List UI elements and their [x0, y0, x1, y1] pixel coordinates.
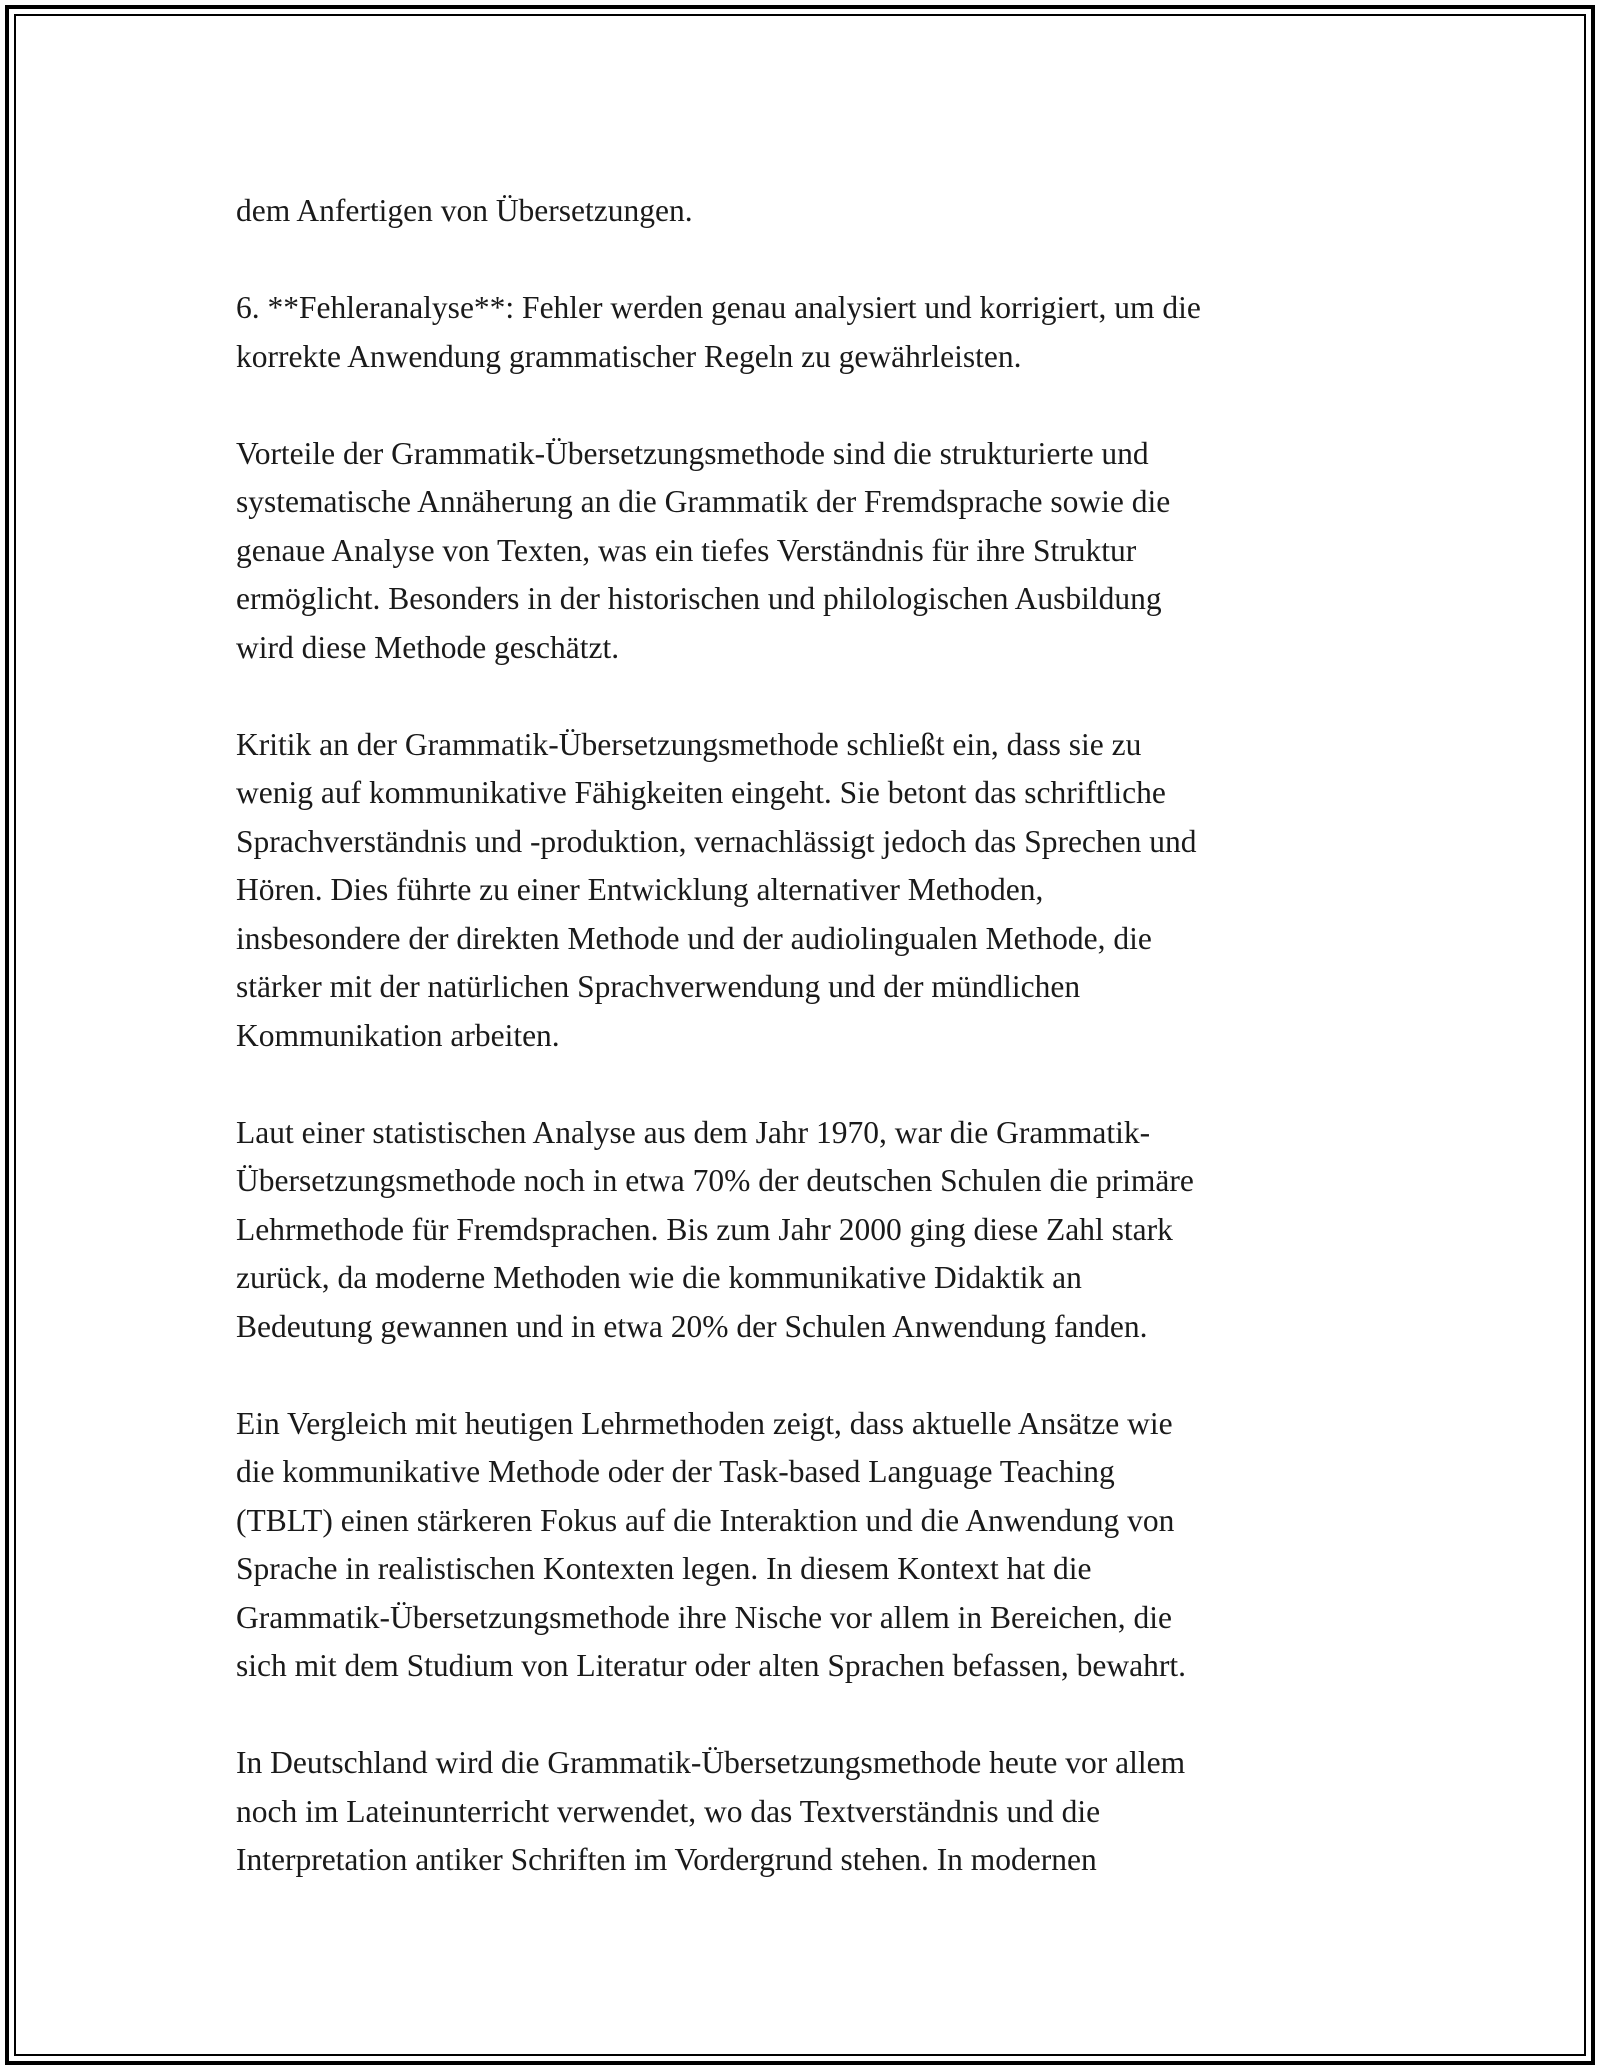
paragraph-3: Vorteile der Grammatik-Übersetzungsmethode sind die strukturierte und systematische Annäherung an die Grammatik der Fremdsprache sowie die genaue Analyse von Texten, was ein tiefes Verständnis für ihre Struktur ermöglicht. Besonders in der historischen und philologischen Ausbildung wird diese Methode geschätzt.: [236, 435, 1171, 665]
paragraph-1: dem Anfertigen von Übersetzungen.: [236, 193, 693, 228]
paragraph-2: 6. **Fehleranalyse**: Fehler werden genau analysiert und korrigiert, um die korrekte Anwendung grammatischer Regeln zu gewährleisten.: [236, 290, 1201, 374]
paragraph-6: Ein Vergleich mit heutigen Lehrmethoden zeigt, dass aktuelle Ansätze wie die kommunikative Methode oder der Task-based Language Teaching (TBLT) einen stärkeren Fokus auf die Interaktion und die Anwendung von Sprache in realistischen Kontexten legen. In diesem Kontext hat die Grammatik-Übersetzungsmethode ihre Nische vor allem in Bereichen, die sich mit dem Studium von Literatur oder alten Sprachen befassen, bewahrt.: [236, 1405, 1186, 1683]
paragraph-5: Laut einer statistischen Analyse aus dem Jahr 1970, war die Grammatik- Übersetzungsmethode noch in etwa 70% der deutschen Schulen die primäre Lehrmethode für Fremdsprachen. Bis zum Jahr 2000 ging diese Zahl stark zurück, da moderne Methoden wie die kommunikative Didaktik an Bedeutung gewannen und in etwa 20% der Schulen Anwendung fanden.: [236, 1114, 1194, 1344]
paragraph-7: In Deutschland wird die Grammatik-Übersetzungsmethode heute vor allem noch im Lateinunterricht verwendet, wo das Textverständnis und die Interpretation antiker Schriften im Vordergrund stehen. In modernen: [236, 1745, 1186, 1877]
document-body: [236, 187, 1386, 1933]
paragraph-4: Kritik an der Grammatik-Übersetzungsmethode schließt ein, dass sie zu wenig auf kommunikative Fähigkeiten eingeht. Sie betont das schriftliche Sprachverständnis und -produktion, vernachlässigt jedoch das Sprechen und Hören. Dies führte zu einer Entwicklung alternativer Methoden, insbesondere der direkten Methode und der audiolingualen Methode, die stärker mit der natürlichen Sprachverwendung und der mündlichen Kommunikation arbeiten.: [236, 726, 1197, 1053]
